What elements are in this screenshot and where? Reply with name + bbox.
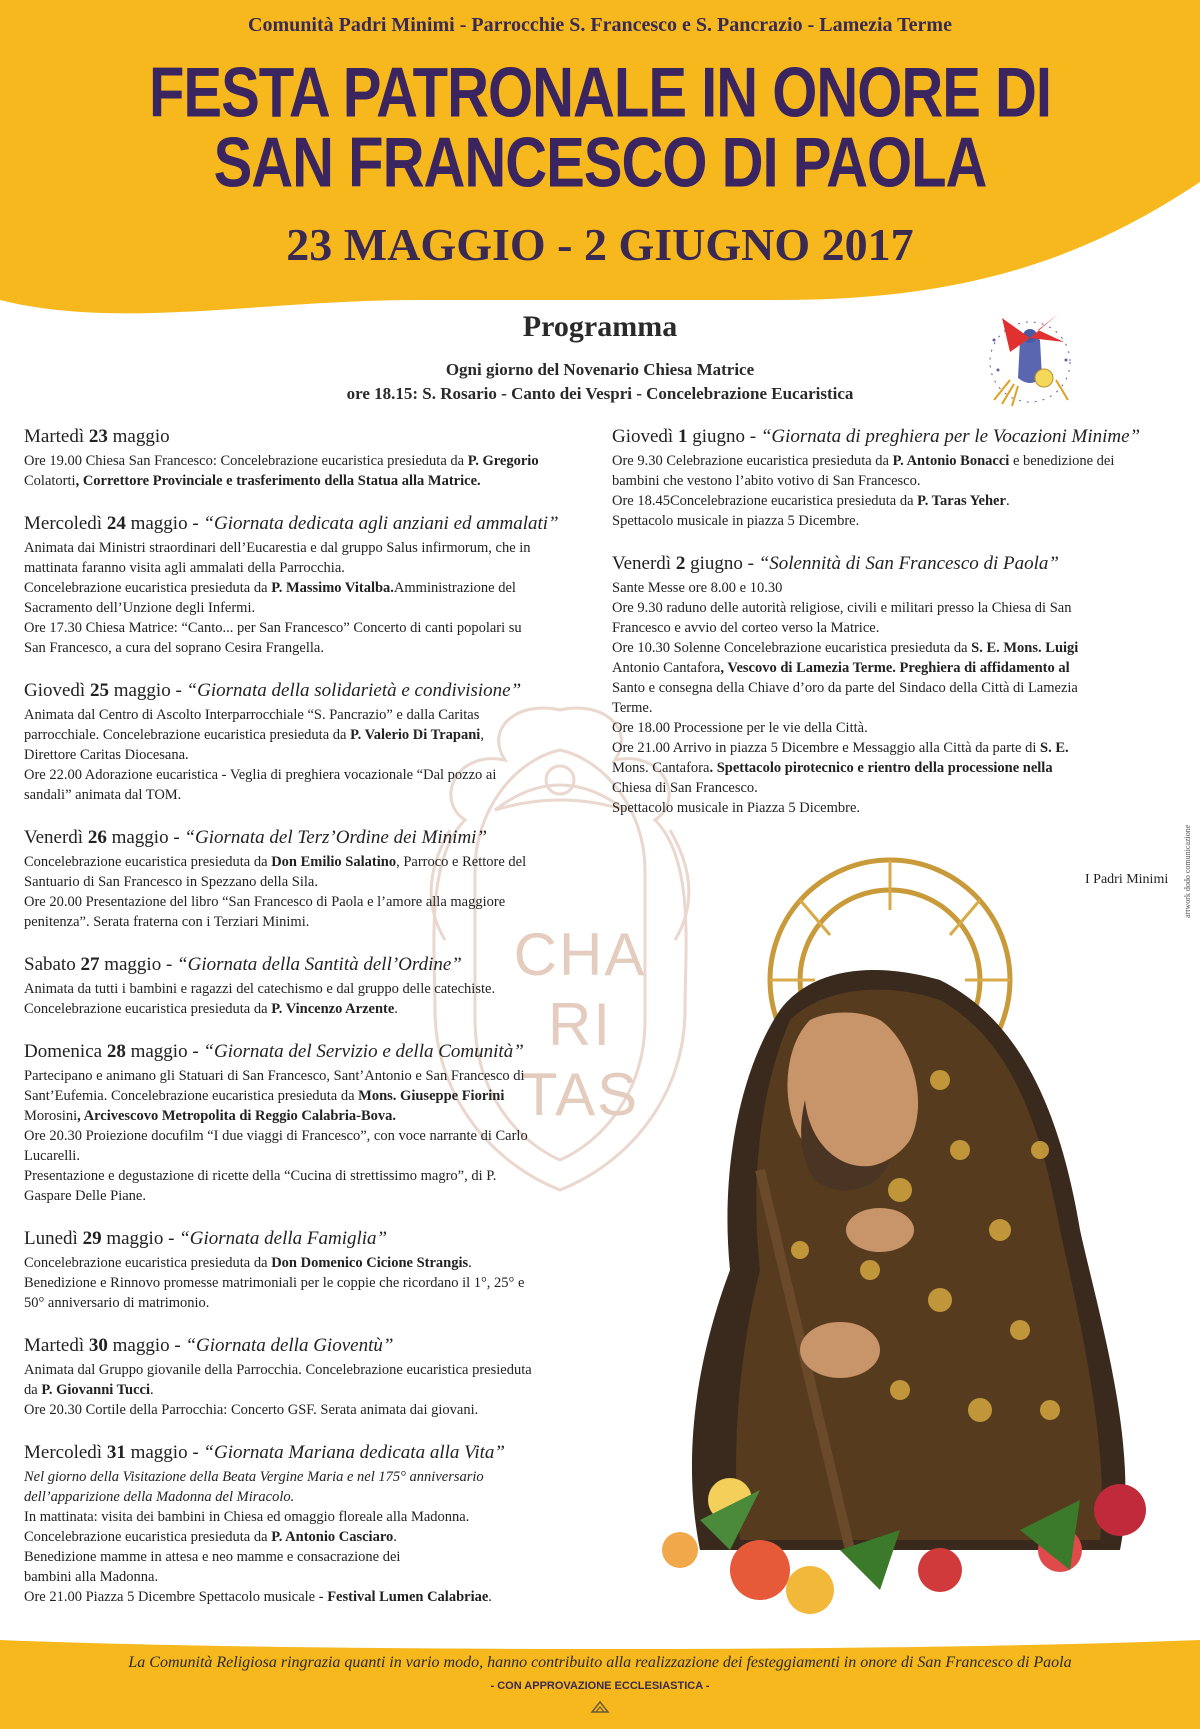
line-text: Santo e consegna della Chiave d’oro da parte del Sindaco della Città di Lamezia: [612, 680, 1078, 696]
day-name: Mercoledì: [24, 1442, 107, 1463]
day-month: maggio: [106, 827, 169, 848]
day-theme: “Giornata della Gioventù”: [185, 1335, 394, 1356]
theme-separator: -: [168, 827, 185, 848]
day-line: [24, 745, 584, 765]
day-line: [24, 1547, 584, 1567]
day-theme: “Giornata della solidarietà e condivisione”: [186, 680, 522, 701]
theme-separator: -: [745, 426, 761, 447]
day-line: [24, 1400, 584, 1420]
line-text: .: [394, 1001, 398, 1017]
celebrant-name: P. Gregorio: [467, 453, 539, 469]
line-text: da: [24, 1382, 42, 1398]
day-line: [612, 598, 1177, 618]
line-text: Ore 21.00 Arrivo in piazza 5 Dicembre e Messaggio alla Città da parte di: [612, 740, 1041, 756]
line-text: Animata dal Centro di Ascolto Interparrocchiale “S. Pancrazio” e dalla Caritas: [24, 707, 480, 723]
day-name: Martedì: [24, 426, 89, 447]
line-text: Concelebrazione eucaristica presieduta da: [24, 1529, 272, 1545]
day-line: [24, 558, 584, 578]
day-line: [612, 798, 1177, 818]
day-number: 23: [88, 426, 108, 447]
line-text: Benedizione e Rinnovo promesse matrimoniali per le coppie che ricordano il 1°, 25° e: [24, 1275, 525, 1291]
celebrant-name: Don Domenico Cicione Strangis: [271, 1255, 469, 1271]
day-theme: “Giornata della Santità dell’Ordine”: [177, 954, 462, 975]
day-line: [24, 638, 584, 658]
day-line: [612, 511, 1177, 531]
line-text: Concelebrazione eucaristica presieduta da: [24, 1001, 272, 1017]
line-text: , Parroco e Rettore del: [396, 854, 527, 870]
celebrant-name: . Spettacolo pirotecnico e rientro della processione nella: [709, 760, 1053, 776]
day-number: 29: [82, 1228, 102, 1249]
line-text: parrocchiale. Concelebrazione eucaristica presieduta da: [24, 727, 351, 743]
line-text: Spettacolo musicale in piazza 5 Dicembre.: [612, 513, 860, 529]
day-line: [24, 1360, 584, 1380]
day-month: giugno: [685, 553, 743, 574]
ecclesiastical-approval: - CON APPROVAZIONE ECCLESIASTICA -: [490, 1680, 710, 1692]
day-name: Domenica: [24, 1041, 107, 1062]
day-line: [24, 451, 584, 471]
day-month: maggio: [107, 1335, 170, 1356]
celebrant-name: P. Taras Yeher: [917, 493, 1006, 509]
celebrant-name: P. Valerio Di Trapani: [350, 727, 481, 743]
line-text: bambini alla Madonna.: [24, 1569, 159, 1585]
artwork-credit: artwork dodo comunicazione: [1183, 824, 1192, 918]
day-heading: [24, 678, 584, 704]
day-month: maggio: [99, 954, 162, 975]
day-line: [24, 471, 584, 491]
day-line: [24, 1106, 584, 1126]
theme-separator: -: [161, 954, 178, 975]
day-line: [24, 1146, 584, 1166]
day-name: Lunedì: [24, 1228, 83, 1249]
day-month: maggio: [125, 1442, 188, 1463]
day-line: [24, 1086, 584, 1106]
line-text: Ore 18.00 Processione per le vie della Città.: [612, 720, 868, 736]
day-line: [612, 618, 1177, 638]
day-line: [612, 698, 1177, 718]
day-name: Giovedì: [612, 426, 678, 447]
day-line: [24, 578, 584, 598]
day-line: [24, 872, 584, 892]
celebrant-name: Mons. Giuseppe Fiorini: [358, 1088, 505, 1104]
organization-line: Comunità Padri Minimi - Parrocchie S. Francesco e S. Pancrazio - Lamezia Terme: [248, 14, 952, 36]
line-text: Ore 18.45Concelebrazione eucaristica presieduta da: [612, 493, 918, 509]
day-month: maggio: [101, 1228, 164, 1249]
day-line: [612, 451, 1177, 471]
line-text: Sant’Eufemia. Concelebrazione eucaristica presieduta da: [24, 1088, 359, 1104]
may-day-30: [24, 1333, 584, 1420]
day-month: maggio: [125, 513, 188, 534]
line-text: Ore 9.30 Celebrazione eucaristica presieduta da: [612, 453, 893, 469]
day-number: 26: [87, 827, 107, 848]
day-number: 24: [106, 513, 126, 534]
day-line: [24, 912, 584, 932]
celebrant-name: S. E.: [1040, 740, 1069, 756]
day-note: Nel giorno della Visitazione della Beata Vergine Maria e nel 175° anniversario: [24, 1469, 484, 1485]
day-line: [24, 1507, 584, 1527]
line-text: Presentazione e degustazione di ricette della “Cucina di strettissimo magro”, di P.: [24, 1168, 497, 1184]
day-month: maggio: [125, 1041, 188, 1062]
festival-dates: 23 MAGGIO - 2 GIUGNO 2017: [286, 219, 914, 270]
program-right-column: [612, 424, 1177, 838]
day-line: [612, 658, 1177, 678]
may-day-31: [24, 1440, 584, 1607]
theme-separator: -: [187, 513, 204, 534]
line-text: penitenza”. Serata fraterna con i Terziari Minimi.: [24, 914, 310, 930]
june-day-2: [612, 551, 1177, 818]
line-text: Gaspare Delle Piane.: [24, 1188, 146, 1204]
celebrant-name: P. Antonio Bonacci: [892, 453, 1010, 469]
day-number: 25: [89, 680, 109, 701]
day-heading: [24, 825, 584, 851]
theme-separator: -: [163, 1228, 180, 1249]
day-theme: “Giornata di preghiera per le Vocazioni Minime”: [760, 426, 1141, 447]
theme-separator: -: [187, 1442, 204, 1463]
theme-separator: -: [187, 1041, 204, 1062]
line-text: .: [468, 1255, 472, 1271]
day-line: [24, 705, 584, 725]
day-line: [24, 1186, 584, 1206]
day-heading: [24, 1333, 584, 1359]
title-line-2: SAN FRANCESCO DI PAOLA: [213, 123, 987, 203]
day-line: [24, 979, 584, 999]
celebrant-name: , Arcivescovo Metropolita di Reggio Calabria-Bova.: [77, 1108, 397, 1124]
line-text: Ore 20.00 Presentazione del libro “San Francesco di Paola e l’amore alla maggiore: [24, 894, 506, 910]
celebrant-name: Don Emilio Salatino: [271, 854, 397, 870]
line-text: Ore 19.00 Chiesa San Francesco: Concelebrazione eucaristica presieduta da: [24, 453, 468, 469]
may-day-24: [24, 511, 584, 658]
line-text: Concelebrazione eucaristica presieduta da: [24, 580, 272, 596]
day-number: 28: [106, 1041, 126, 1062]
title-line-1: FESTA PATRONALE IN ONORE DI: [148, 53, 1052, 133]
day-line: [612, 718, 1177, 738]
day-number: 27: [80, 954, 100, 975]
celebrant-name: , Correttore Provinciale e trasferimento della Statua alla Matrice.: [75, 473, 481, 489]
day-line: [24, 1293, 584, 1313]
day-number: 2: [675, 553, 686, 574]
day-line: [612, 678, 1177, 698]
day-number: 30: [88, 1335, 108, 1356]
may-day-25: [24, 678, 584, 805]
day-theme: “Giornata dedicata agli anziani ed ammalati”: [203, 513, 559, 534]
line-text: Concelebrazione eucaristica presieduta da: [24, 854, 272, 870]
day-line: [24, 999, 584, 1019]
celebrant-name: S. E. Mons. Luigi: [971, 640, 1079, 656]
day-heading: [24, 424, 584, 450]
day-line: [24, 1273, 584, 1293]
day-line: [24, 598, 584, 618]
day-line: [24, 1527, 584, 1547]
crest-text-line-1: CHA: [513, 921, 647, 988]
line-text: Concelebrazione eucaristica presieduta da: [24, 1255, 272, 1271]
line-text: Amministrazione del: [393, 580, 516, 596]
day-line: [24, 765, 584, 785]
day-heading: [24, 511, 584, 537]
day-month: maggio: [108, 680, 171, 701]
day-line: [24, 1253, 584, 1273]
theme-separator: -: [170, 680, 187, 701]
day-line: [612, 758, 1177, 778]
theme-separator: -: [169, 1335, 186, 1356]
line-text: Animata dai Ministri straordinari dell’Eucarestia e dal gruppo Salus infirmorum, che in: [24, 540, 531, 556]
line-text: Benedizione mamme in attesa e neo mamme e consacrazione dei: [24, 1549, 401, 1565]
program-title: Programma: [522, 310, 678, 343]
line-text: Spettacolo musicale in Piazza 5 Dicembre.: [612, 800, 861, 816]
may-day-23: [24, 424, 584, 491]
may-day-27: [24, 952, 584, 1019]
day-number: 1: [677, 426, 688, 447]
day-line: [612, 778, 1177, 798]
day-heading: [24, 952, 584, 978]
day-theme: “Giornata della Famiglia”: [179, 1228, 388, 1249]
footer-thanks: La Comunità Religiosa ringrazia quanti in vario modo, hanno contribuito alla realizzazione dei festeggiamenti in onore di San Francesco di Paola: [128, 1654, 1072, 1671]
day-theme: “Giornata del Terz’Ordine dei Minimi”: [184, 827, 488, 848]
day-name: Martedì: [24, 1335, 89, 1356]
line-text: ,: [480, 727, 484, 743]
line-text: sandali” animata dal TOM.: [24, 787, 182, 803]
program-subtitle-line-1: Ogni giorno del Novenario Chiesa Matrice: [445, 360, 755, 379]
line-text: .: [149, 1382, 154, 1398]
day-theme: “Solennità di San Francesco di Paola”: [758, 553, 1059, 574]
day-line: [612, 491, 1177, 511]
may-day-26: [24, 825, 584, 932]
day-line: [24, 538, 584, 558]
line-text: Sante Messe ore 8.00 e 10.30: [612, 580, 783, 596]
june-day-1: [612, 424, 1177, 531]
day-line: [24, 725, 584, 745]
line-text: Chiesa di San Francesco.: [612, 780, 758, 796]
saint-statue-image: [640, 850, 1200, 1630]
line-text: Ore 20.30 Proiezione docufilm “I due viaggi di Francesco”, con voce narrante di Carlo: [24, 1128, 528, 1144]
celebrant-name: Festival Lumen Calabriae: [327, 1589, 489, 1605]
celebrant-name: P. Giovanni Tucci: [41, 1382, 150, 1398]
program-subtitle-line-2: ore 18.15: S. Rosario - Canto dei Vespri - Concelebrazione Eucaristica: [346, 384, 854, 403]
day-heading: [24, 1226, 584, 1252]
line-text: .: [393, 1529, 397, 1545]
line-text: Sacramento dell’Unzione degli Infermi.: [24, 600, 256, 616]
day-heading: [24, 1440, 584, 1466]
day-theme: “Giornata Mariana dedicata alla Vita”: [203, 1442, 505, 1463]
agency-logo-icon: [590, 1700, 610, 1714]
may-day-29: [24, 1226, 584, 1313]
line-text: Ore 17.30 Chiesa Matrice: “Canto... per San Francesco” Concerto di canti popolari su: [24, 620, 522, 636]
celebrant-name: P. Vincenzo Arzente: [271, 1001, 395, 1017]
program-left-column: [24, 424, 584, 1627]
day-note: dell’apparizione della Madonna del Miracolo.: [24, 1489, 295, 1505]
day-heading: [24, 1039, 584, 1065]
line-text: Animata dal Gruppo giovanile della Parrocchia. Concelebrazione eucaristica presieduta: [24, 1362, 532, 1378]
line-text: In mattinata: visita dei bambini in Chiesa ed omaggio floreale alla Madonna.: [24, 1509, 470, 1525]
day-line: [24, 1380, 584, 1400]
day-name: Venerdì: [24, 827, 88, 848]
line-text: Direttore Caritas Diocesana.: [24, 747, 189, 763]
line-text: .: [1005, 493, 1010, 509]
day-line: [24, 618, 584, 638]
day-line: [612, 578, 1177, 598]
day-line: [24, 785, 584, 805]
celebrant-name: P. Massimo Vitalba.: [271, 580, 394, 596]
line-text: Morosini: [24, 1108, 78, 1124]
line-text: Lucarelli.: [24, 1148, 80, 1164]
day-line: [24, 1166, 584, 1186]
line-text: e benedizione dei: [1009, 453, 1115, 469]
day-name: Giovedì: [24, 680, 90, 701]
celebrant-name: P. Antonio Casciaro: [271, 1529, 394, 1545]
day-line: [24, 1587, 584, 1607]
theme-separator: -: [742, 553, 759, 574]
day-name: Venerdì: [612, 553, 676, 574]
crest-text-line-3: TAS: [520, 1061, 640, 1128]
line-text: .: [488, 1589, 492, 1605]
day-heading: [612, 551, 1177, 577]
day-theme: “Giornata del Servizio e della Comunità”: [203, 1041, 524, 1062]
line-text: Antonio Cantafora: [612, 660, 721, 676]
signature: I Padri Minimi: [1085, 872, 1169, 887]
line-text: Terme.: [612, 700, 653, 716]
day-line: [24, 1567, 584, 1587]
day-line: [24, 852, 584, 872]
day-heading: [612, 424, 1177, 450]
crest-text-line-2: RI: [548, 991, 612, 1058]
day-number: 31: [106, 1442, 126, 1463]
line-text: Ore 10.30 Solenne Concelebrazione eucaristica presieduta da: [612, 640, 972, 656]
line-text: Ore 20.30 Cortile della Parrocchia: Concerto GSF. Serata animata dai giovani.: [24, 1402, 479, 1418]
celebrant-name: , Vescovo di Lamezia Terme. Preghiera di affidamento al: [720, 660, 1070, 676]
line-text: Ore 9.30 raduno delle autorità religiose, civili e militari presso la Chiesa di San: [612, 600, 1072, 616]
day-month: maggio: [107, 426, 170, 447]
line-text: San Francesco, a cura del soprano Cesira Frangella.: [24, 640, 324, 656]
line-text: Francesco e avvio del corteo verso la Matrice.: [612, 620, 880, 636]
line-text: Animata da tutti i bambini e ragazzi del catechismo e dal gruppo delle catechiste.: [24, 981, 496, 997]
line-text: Santuario di San Francesco in Spezzano della Sila.: [24, 874, 318, 890]
day-line: [612, 471, 1177, 491]
line-text: Mons. Cantafora: [612, 760, 710, 776]
line-text: 50° anniversario di matrimonio.: [24, 1295, 210, 1311]
day-name: Sabato: [24, 954, 81, 975]
line-text: bambini che vestono l’abito votivo di San Francesco.: [612, 473, 921, 489]
day-line: [612, 638, 1177, 658]
day-line: [24, 1126, 584, 1146]
line-text: Partecipano e animano gli Statuari di San Francesco, Sant’Antonio e San Francesco di: [24, 1068, 525, 1084]
day-line: [612, 738, 1177, 758]
line-text: Ore 21.00 Piazza 5 Dicembre Spettacolo musicale -: [24, 1589, 328, 1605]
day-name: Mercoledì: [24, 513, 107, 534]
day-month: giugno: [687, 426, 745, 447]
line-text: Ore 22.00 Adorazione eucaristica - Veglia di preghiera vocazionale “Dal pozzo ai: [24, 767, 497, 783]
day-line: [24, 1066, 584, 1086]
day-line: [24, 892, 584, 912]
may-day-28: [24, 1039, 584, 1206]
minimi-emblem-icon: [980, 300, 1080, 415]
line-text: mattinata faranno visita agli ammalati della Parrocchia.: [24, 560, 345, 576]
line-text: Colatorti: [24, 473, 76, 489]
